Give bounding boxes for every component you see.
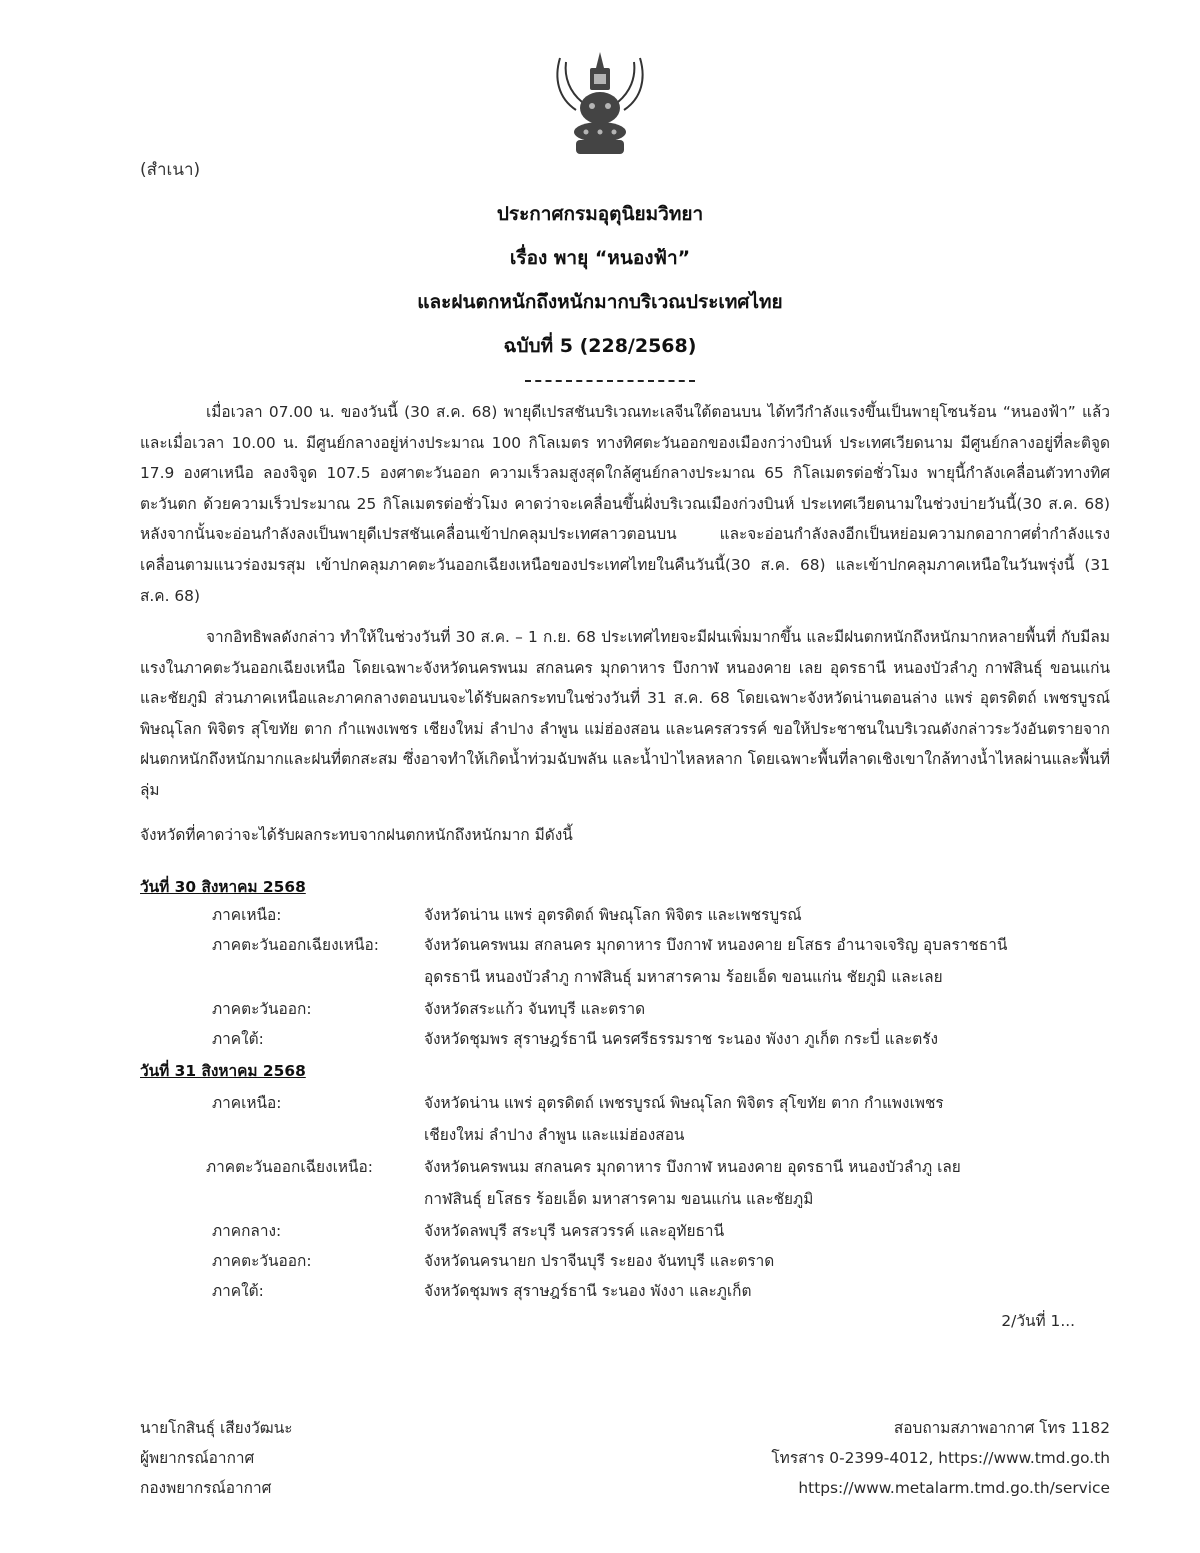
region-provinces: จังหวัดนครพนม สกลนคร มุกดาหาร บึงกาฬ หนองคาย ยโสธร อำนาจเจริญ อุบลราชธานี [424,936,1008,954]
region-label: ภาคเหนือ: [212,906,282,924]
region-label: ภาคตะวันออกเฉียงเหนือ: [212,936,379,954]
region-label: ภาคใต้: [212,1282,264,1300]
contact-block [771,1413,1110,1503]
page-continuation: 2/วันที่ 1... [1001,1312,1075,1330]
signer-division: กองพยากรณ์อากาศ [140,1479,272,1497]
subject-line: เรื่อง พายุ “หนองฟ้า” [509,247,691,269]
title-divider [525,380,695,382]
garuda-emblem-icon [540,48,660,160]
issue-number: ฉบับที่ 5 (228/2568) [503,335,697,357]
region-label: ภาคตะวันออก: [212,1252,312,1270]
subject-line-2: และฝนตกหนักถึงหนักมากบริเวณประเทศไทย [417,291,783,313]
paragraph-impact: จากอิทธิพลดังกล่าว ทำให้ในช่วงวันที่ 30 ส.ค. – 1 ก.ย. 68 ประเทศไทยจะมีฝนเพิ่มมากขึ้น และมีฝนตกหนักถึงหนักมากหลายพื้นที่ กับมีลมแรงในภาคตะวันออกเฉียงเหนือ โดยเฉพาะจังหวัดนครพนม สกลนคร มุกดาหาร บึงกาฬ หนองคาย เลย อุดรธานี หนองบัวลำภู กาฬสินธุ์ ขอนแก่น และชัยภูมิ ส่วนภาคเหนือและภาคกลางตอนบนจะได้รับผลกระทบในช่วงวันที่ 31 ส.ค. 68 โดยเฉพาะจังหวัดน่านตอนล่าง แพร่ อุตรดิตถ์ เพชรบูรณ์ พิษณุโลก พิจิตร สุโขทัย ตาก กำแพงเพชร เชียงใหม่ ลำปาง ลำพูน แม่ฮ่องสอน และนครสวรรค์ ขอให้ประชาชนในบริเวณดังกล่าวระวังอันตรายจากฝนตกหนักถึงหนักมากและฝนที่ตกสะสม ซึ่งอาจทำให้เกิดน้ำท่วมฉับพลัน และน้ำป่าไหลหลาก โดยเฉพาะพื้นที่ลาดเชิงเขาใกล้ทางน้ำไหลผ่านและพื้นที่ลุ่ม [140,628,1110,799]
contact-phone: สอบถามสภาพอากาศ โทร 1182 [893,1419,1110,1437]
region-label: ภาคตะวันออก: [212,1000,312,1018]
contact-fax-website: โทรสาร 0-2399-4012, https://www.tmd.go.th [771,1449,1110,1467]
affected-provinces-intro: จังหวัดที่คาดว่าจะได้รับผลกระทบจากฝนตกหนักถึงหนักมาก มีดังนี้ [140,826,573,844]
signer-block [140,1413,293,1503]
paragraph-storm-status: เมื่อเวลา 07.00 น. ของวันนี้ (30 ส.ค. 68) พายุดีเปรสชันบริเวณทะเลจีนใต้ตอนบน ได้ทวีกำลังแรงขึ้นเป็นพายุโซนร้อน “หนองฟ้า” แล้ว และเมื่อเวลา 10.00 น. มีศูนย์กลางอยู่ห่างประมาณ 100 กิโลเมตร ทางทิศตะวันออกของเมืองกว่างบินห์ ประเทศเวียดนาม มีศูนย์กลางอยู่ที่ละติจูด 17.9 องศาเหนือ ลองจิจูด 107.5 องศาตะวันออก ความเร็วลมสูงสุดใกล้ศูนย์กลางประมาณ 65 กิโลเมตรต่อชั่วโมง พายุนี้กำลังเคลื่อนตัวทางทิศตะวันตก ด้วยความเร็วประมาณ 25 กิโลเมตรต่อชั่วโมง คาดว่าจะเคลื่อนขึ้นฝั่งบริเวณเมืองก่วงบินห์ ประเทศเวียดนามในช่วงบ่ายวันนี้(30 ส.ค. 68) หลังจากนั้นจะอ่อนกำลังลงเป็นพายุดีเปรสชันเคลื่อนเข้าปกคลุมประเทศลาวตอนบน และจะอ่อนกำลังลงอีกเป็นหย่อมความกดอากาศต่ำกำลังแรงเคลื่อนตามแนวร่องมรสุม เข้าปกคลุมภาคตะวันออกเฉียงเหนือของประเทศไทยในคืนวันนี้(30 ส.ค. 68) และเข้าปกคลุมภาคเหนือในวันพรุ่งนี้ (31 ส.ค. 68) [140,403,1110,605]
agency-title: ประกาศกรมอุตุนิยมวิทยา [496,203,704,225]
region-label: ภาคใต้: [212,1030,264,1048]
region-label: ภาคเหนือ: [212,1094,282,1112]
signer-name: นายโกสินธุ์ เสียงวัฒนะ [140,1419,293,1437]
contact-metalarm-link[interactable]: https://www.metalarm.tmd.go.th/service [798,1479,1110,1497]
region-provinces: จังหวัดนครพนม สกลนคร มุกดาหาร บึงกาฬ หนองคาย อุดรธานี หนองบัวลำภู เลย [424,1158,961,1176]
day-heading-31: วันที่ 31 สิงหาคม 2568 [140,1062,306,1080]
region-provinces: เชียงใหม่ ลำปาง ลำพูน และแม่ฮ่องสอน [424,1126,685,1144]
region-provinces: จังหวัดนครนายก ปราจีนบุรี ระยอง จันทบุรี และตราด [424,1252,775,1270]
region-provinces: จังหวัดน่าน แพร่ อุตรดิตถ์ พิษณุโลก พิจิตร และเพชรบูรณ์ [424,906,802,924]
region-provinces: กาฬสินธุ์ ยโสธร ร้อยเอ็ด มหาสารคาม ขอนแก่น และชัยภูมิ [424,1190,814,1208]
region-provinces: จังหวัดชุมพร สุราษฎร์ธานี นครศรีธรรมราช ระนอง พังงา ภูเก็ต กระบี่ และตรัง [424,1030,939,1048]
day-heading-30: วันที่ 30 สิงหาคม 2568 [140,878,306,896]
region-provinces: จังหวัดสระแก้ว จันทบุรี และตราด [424,1000,646,1018]
signer-title: ผู้พยากรณ์อากาศ [140,1449,255,1467]
region-provinces: จังหวัดชุมพร สุราษฎร์ธานี ระนอง พังงา และภูเก็ต [424,1282,752,1300]
region-provinces: จังหวัดน่าน แพร่ อุตรดิตถ์ เพชรบูรณ์ พิษณุโลก พิจิตร สุโขทัย ตาก กำแพงเพชร [424,1094,944,1112]
region-label: ภาคกลาง: [212,1222,282,1240]
copy-label: (สำเนา) [140,160,201,180]
region-provinces: จังหวัดลพบุรี สระบุรี นครสวรรค์ และอุทัยธานี [424,1222,725,1240]
title-block [0,196,1200,372]
region-provinces: อุดรธานี หนองบัวลำภู กาฬสินธุ์ มหาสารคาม ร้อยเอ็ด ขอนแก่น ชัยภูมิ และเลย [424,968,943,986]
region-label: ภาคตะวันออกเฉียงเหนือ: [206,1158,373,1176]
